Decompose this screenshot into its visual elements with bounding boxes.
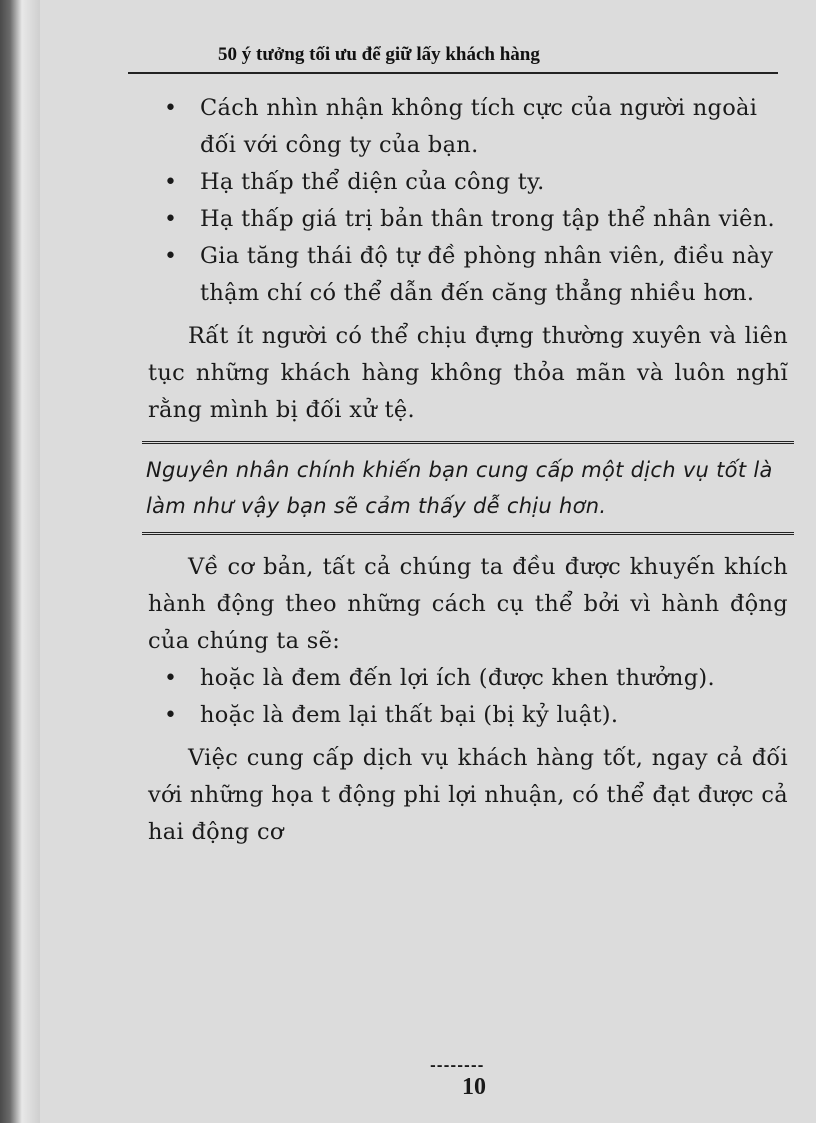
bullet-item: • Hạ thấp giá trị bản thân trong tập thể nhân viên.: [148, 201, 788, 238]
page-content: [148, 90, 788, 851]
paragraph: Về cơ bản, tất cả chúng ta đều được khuyến khích hành động theo những cách cụ thể bởi vì hành động của chúng ta sẽ:: [148, 554, 788, 654]
footer-dashes: --------: [430, 1058, 485, 1074]
bullet-item: • Gia tăng thái độ tự đề phòng nhân viên, điều này thậm chí có thể dẫn đến căng thẳng nhiều hơn.: [148, 238, 788, 312]
bullet-item: • hoặc là đem đến lợi ích (được khen thưởng).: [148, 660, 788, 697]
bullet-item: • hoặc là đem lại thất bại (bị kỷ luật).: [148, 697, 788, 734]
callout-quote: Nguyên nhân chính khiến bạn cung cấp một dịch vụ tốt là làm như vậy bạn sẽ cảm thấy dễ chịu hơn.: [142, 441, 794, 535]
bullet-item: • Hạ thấp thể diện của công ty.: [148, 164, 788, 201]
page-number: 10: [462, 1074, 486, 1100]
header-rule: [128, 72, 778, 74]
paragraph: Việc cung cấp dịch vụ khách hàng tốt, ngay cả đối với những họa t động phi lợi nhuận, có thể đạt được cả hai động cơ: [148, 745, 788, 845]
running-header-title: 50 ý tưởng tối ưu để giữ lấy khách hàng: [218, 44, 540, 65]
paragraph: Rất ít người có thể chịu đựng thường xuyên và liên tục những khách hàng không thỏa mãn và luôn nghĩ rằng mình bị đối xử tệ.: [148, 323, 788, 423]
book-spine-shadow: [0, 0, 40, 1123]
bullet-item: • Cách nhìn nhận không tích cực của người ngoài đối với công ty của bạn.: [148, 90, 788, 164]
